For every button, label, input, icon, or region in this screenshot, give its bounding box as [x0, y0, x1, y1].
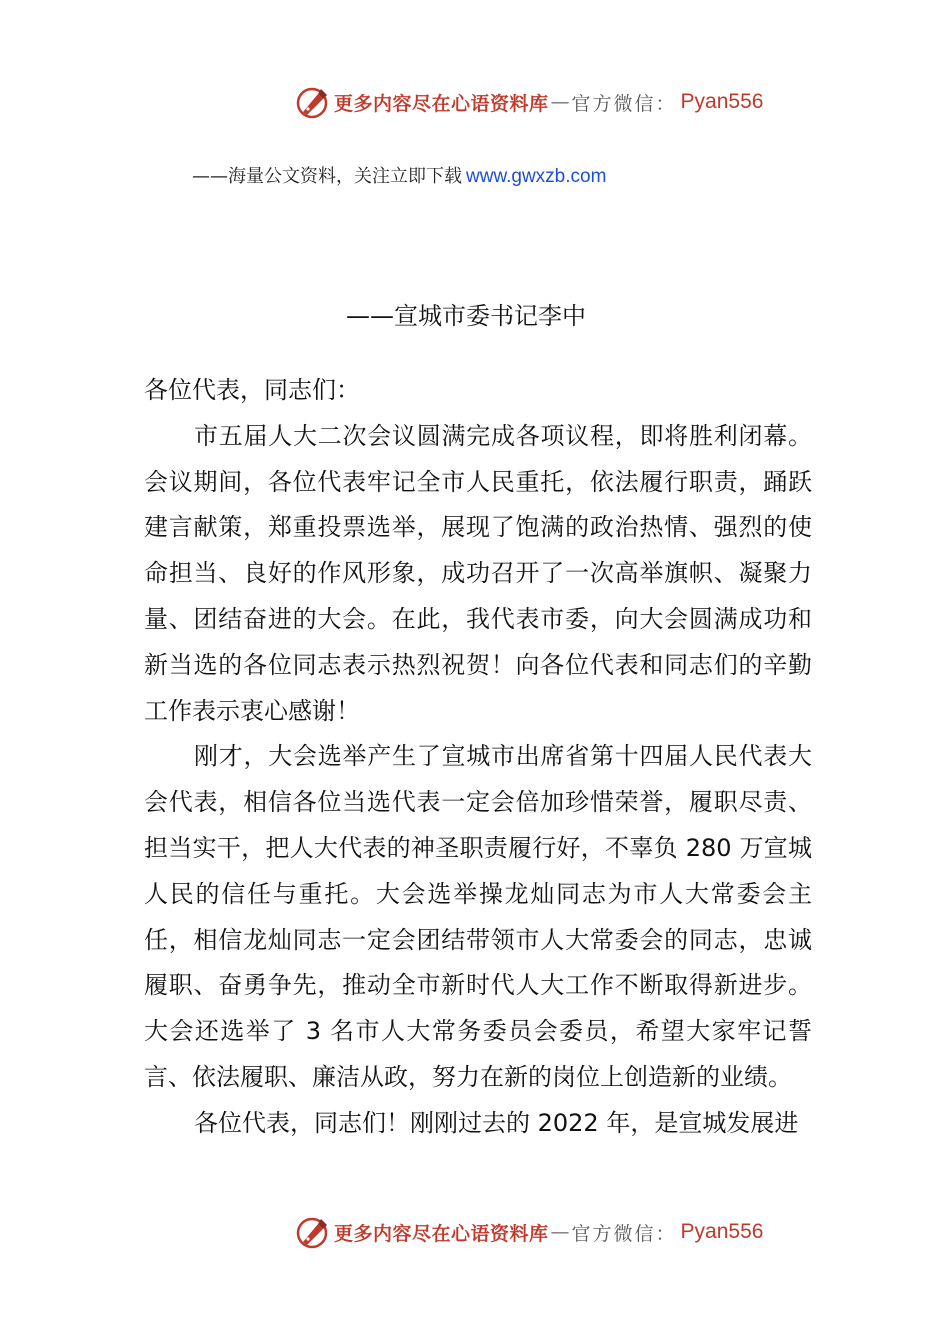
paragraph: 各位代表，同志们！刚刚过去的 2022 年，是宣城发展进 — [194, 1108, 799, 1137]
header-banner — [294, 82, 763, 122]
banner-main-text: 更多内容尽在心语资料库 — [334, 1222, 549, 1245]
banner-dash: — — [550, 1221, 570, 1243]
download-notice — [192, 162, 606, 188]
paragraph: 市五届人大二次会议圆满完成各项议程，即将胜利闭幕。会议期间，各位代表牢记全市人民重托，依法履行职责，踊跃建言献策，郑重投票选举，展现了饱满的政治热情、强烈的使命担当、良好的作风形象，成功召开了一次高举旗帜、凝聚力量、团结奋进的大会。在此，我代表市委，向大会圆满成功和新当选的各位同志表示热烈祝贺！向各位代表和同志们的辛勤工作表示衷心感谢！ — [144, 421, 812, 725]
salutation: 各位代表，同志们： — [144, 376, 360, 404]
website-link[interactable]: www.gwxzb.com — [466, 166, 607, 187]
footer-banner — [294, 1212, 763, 1252]
pen-logo-icon — [294, 1214, 330, 1250]
download-notice-text: ——海量公文资料，关注立即下载 — [192, 166, 462, 187]
banner-dash: — — [550, 91, 570, 113]
banner-wechat-label: 官方微信： — [571, 92, 677, 115]
banner-wechat-id: Pyan556 — [680, 1220, 764, 1243]
speaker-signature: ——宣城市委书记李中 — [346, 302, 586, 330]
banner-wechat-id: Pyan556 — [680, 90, 764, 113]
pen-logo-icon — [294, 84, 330, 120]
banner-main-text: 更多内容尽在心语资料库 — [334, 92, 549, 115]
paragraph: 刚才，大会选举产生了宣城市出席省第十四届人民代表大会代表，相信各位当选代表一定会倍加珍惜荣誉，履职尽责、担当实干，把人大代表的神圣职责履行好，不辜负 280 万宣城人民的信任与重托。大会选举操龙灿同志为市人大常委会主任，相信龙灿同志一定会团结带领市人大常委会的同志，忠诚履职、奋勇争先，推动全市新时代人大工作不断取得新进步。大会还选举了 3 名市人大常务委员会委员，希望大家牢记誓言、依法履职、廉洁从政，努力在新的岗位上创造新的业绩。 — [144, 742, 812, 1091]
speech-body — [144, 368, 812, 1147]
banner-wechat-label: 官方微信： — [571, 1222, 677, 1245]
